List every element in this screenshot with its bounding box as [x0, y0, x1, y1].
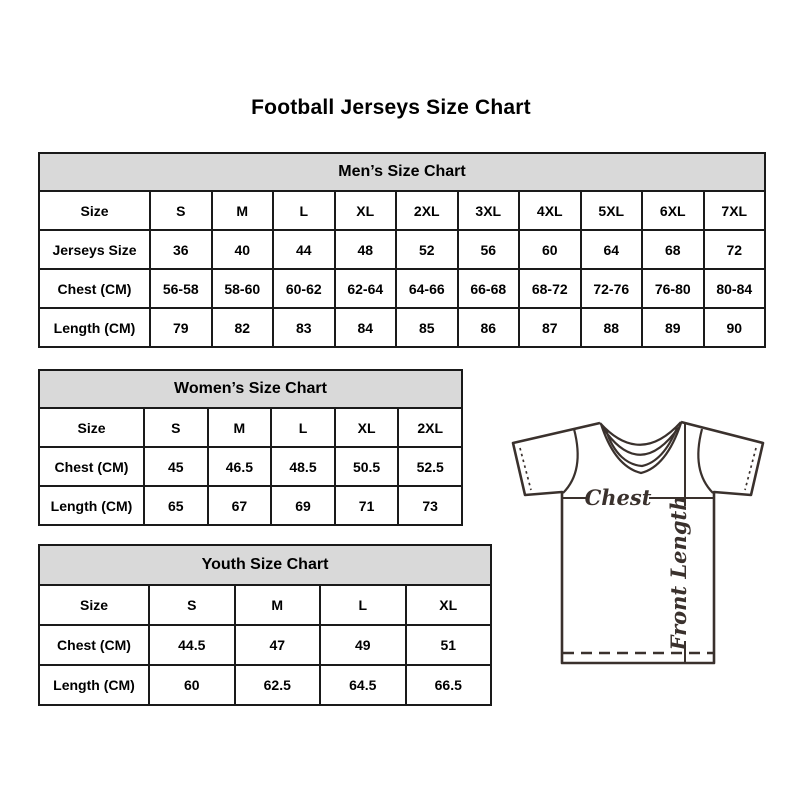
- data-cell: 72-76: [581, 269, 643, 308]
- data-cell: 79: [150, 308, 212, 347]
- row-header-cell: Length (CM): [39, 665, 149, 705]
- data-cell: 40: [212, 230, 274, 269]
- data-cell: XL: [406, 585, 492, 625]
- data-cell: 48: [335, 230, 397, 269]
- data-cell: S: [144, 408, 208, 447]
- data-cell: 76-80: [642, 269, 704, 308]
- data-cell: 56: [458, 230, 520, 269]
- table-row: [39, 665, 491, 705]
- jersey-body-outline: [513, 422, 763, 663]
- youth-table-title: Youth Size Chart: [39, 545, 491, 585]
- data-cell: 52: [396, 230, 458, 269]
- data-cell: 46.5: [208, 447, 272, 486]
- data-cell: M: [235, 585, 321, 625]
- table-row: [39, 408, 462, 447]
- mens-size-table: [38, 152, 766, 348]
- table-row: [39, 625, 491, 665]
- data-cell: 48.5: [271, 447, 335, 486]
- table-row: [39, 308, 765, 347]
- data-cell: L: [271, 408, 335, 447]
- data-cell: 73: [398, 486, 462, 525]
- data-cell: 62.5: [235, 665, 321, 705]
- data-cell: 66-68: [458, 269, 520, 308]
- data-cell: 50.5: [335, 447, 399, 486]
- data-cell: 85: [396, 308, 458, 347]
- womens-size-table: [38, 369, 463, 526]
- data-cell: 72: [704, 230, 766, 269]
- data-cell: 71: [335, 486, 399, 525]
- row-header-cell: Chest (CM): [39, 269, 150, 308]
- row-header-cell: Jerseys Size: [39, 230, 150, 269]
- data-cell: 49: [320, 625, 406, 665]
- data-cell: 87: [519, 308, 581, 347]
- data-cell: XL: [335, 191, 397, 230]
- data-cell: 47: [235, 625, 321, 665]
- data-cell: L: [320, 585, 406, 625]
- data-cell: 89: [642, 308, 704, 347]
- data-cell: 2XL: [398, 408, 462, 447]
- table-title-row: [39, 370, 462, 408]
- data-cell: 64-66: [396, 269, 458, 308]
- data-cell: 51: [406, 625, 492, 665]
- data-cell: 56-58: [150, 269, 212, 308]
- table-row: [39, 447, 462, 486]
- jersey-measurement-diagram: [497, 415, 777, 665]
- data-cell: 2XL: [396, 191, 458, 230]
- data-cell: 7XL: [704, 191, 766, 230]
- data-cell: 60-62: [273, 269, 335, 308]
- data-cell: 65: [144, 486, 208, 525]
- data-cell: 44.5: [149, 625, 235, 665]
- data-cell: 5XL: [581, 191, 643, 230]
- men-table-title: Men’s Size Chart: [39, 153, 765, 191]
- data-cell: 84: [335, 308, 397, 347]
- collar-v-inner: [606, 428, 677, 466]
- data-cell: M: [208, 408, 272, 447]
- data-cell: 6XL: [642, 191, 704, 230]
- data-cell: M: [212, 191, 274, 230]
- row-header-cell: Chest (CM): [39, 447, 144, 486]
- data-cell: 60: [519, 230, 581, 269]
- data-cell: 36: [150, 230, 212, 269]
- data-cell: 90: [704, 308, 766, 347]
- table-row: [39, 585, 491, 625]
- row-header-cell: Size: [39, 408, 144, 447]
- data-cell: 68: [642, 230, 704, 269]
- data-cell: 44: [273, 230, 335, 269]
- data-cell: 86: [458, 308, 520, 347]
- front-length-measure-label: Front Length: [666, 495, 691, 651]
- row-header-cell: Length (CM): [39, 308, 150, 347]
- data-cell: 69: [271, 486, 335, 525]
- data-cell: 80-84: [704, 269, 766, 308]
- data-cell: L: [273, 191, 335, 230]
- table-row: [39, 269, 765, 308]
- sleeve-seam-left: [563, 429, 578, 493]
- table-row: [39, 230, 765, 269]
- table-row: [39, 486, 462, 525]
- youth-size-table: [38, 544, 492, 706]
- sleeve-seam-right: [698, 429, 713, 493]
- data-cell: S: [149, 585, 235, 625]
- data-cell: 4XL: [519, 191, 581, 230]
- data-cell: S: [150, 191, 212, 230]
- data-cell: 45: [144, 447, 208, 486]
- data-cell: 67: [208, 486, 272, 525]
- data-cell: 64.5: [320, 665, 406, 705]
- data-cell: 66.5: [406, 665, 492, 705]
- row-header-cell: Size: [39, 585, 149, 625]
- collar-arc-outer: [600, 422, 681, 445]
- table-row: [39, 191, 765, 230]
- data-cell: 88: [581, 308, 643, 347]
- data-cell: 83: [273, 308, 335, 347]
- row-header-cell: Size: [39, 191, 150, 230]
- data-cell: 68-72: [519, 269, 581, 308]
- data-cell: XL: [335, 408, 399, 447]
- data-cell: 64: [581, 230, 643, 269]
- row-header-cell: Chest (CM): [39, 625, 149, 665]
- data-cell: 62-64: [335, 269, 397, 308]
- data-cell: 3XL: [458, 191, 520, 230]
- page-title: Football Jerseys Size Chart: [251, 96, 531, 119]
- row-header-cell: Length (CM): [39, 486, 144, 525]
- data-cell: 52.5: [398, 447, 462, 486]
- chest-measure-label: Chest: [584, 485, 652, 510]
- data-cell: 58-60: [212, 269, 274, 308]
- table-title-row: [39, 153, 765, 191]
- data-cell: 60: [149, 665, 235, 705]
- data-cell: 82: [212, 308, 274, 347]
- women-table-title: Women’s Size Chart: [39, 370, 462, 408]
- table-title-row: [39, 545, 491, 585]
